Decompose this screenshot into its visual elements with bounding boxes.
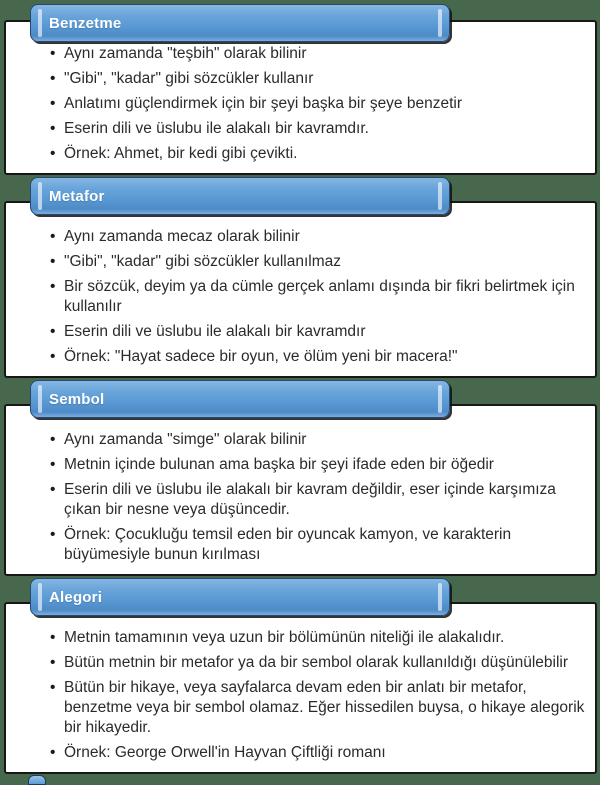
gloss-highlight-icon: [38, 182, 42, 210]
section-body: [4, 602, 597, 774]
bullet-item: • Anlatımı güçlendirmek için bir şeyi başka bir şeye benzetir: [50, 94, 586, 114]
section-header-sembol-button[interactable]: [30, 380, 450, 418]
section-sembol: [0, 378, 600, 576]
section-benzetme: [0, 0, 600, 175]
gloss-highlight-icon: [438, 385, 442, 413]
bullet-item: • Aynı zamanda mecaz olarak bilinir: [50, 227, 586, 247]
bullet-item: • Metnin tamamının veya uzun bir bölümünün niteliği ile alakalıdır.: [50, 628, 586, 648]
bullet-item: • "Gibi", "kadar" gibi sözcükler kullanır: [50, 69, 586, 89]
gloss-highlight-icon: [38, 583, 42, 611]
section-body: [4, 201, 597, 378]
gloss-highlight-icon: [38, 9, 42, 37]
bullet-item: • Eserin dili ve üslubu ile alakalı bir kavramdır: [50, 322, 586, 342]
bullet-item: • Örnek: George Orwell'in Hayvan Çiftliği romanı: [50, 743, 586, 763]
bullet-item: • Eserin dili ve üslubu ile alakalı bir kavramdır.: [50, 119, 586, 139]
bullet-item: • Metnin içinde bulunan ama başka bir şeyi ifade eden bir öğedir: [50, 455, 586, 475]
section-title: Alegori: [49, 588, 103, 606]
bullet-item: • Örnek: Ahmet, bir kedi gibi çevikti.: [50, 144, 586, 164]
bullet-item: • Aynı zamanda "teşbih" olarak bilinir: [50, 44, 586, 64]
section-body: [4, 404, 597, 576]
section-header-benzetme-button[interactable]: [30, 4, 450, 42]
gloss-highlight-icon: [38, 385, 42, 413]
section-header-alegori-button[interactable]: [30, 578, 450, 616]
section-header-metafor-button[interactable]: [30, 177, 450, 215]
bullet-list: [6, 406, 595, 574]
bullet-item: • Örnek: Çocukluğu temsil eden bir oyuncak kamyon, ve karakterin büyümesiyle bunun kırılması: [50, 525, 586, 565]
section-body: [4, 20, 597, 175]
bullet-item: • Aynı zamanda "simge" olarak bilinir: [50, 430, 586, 450]
bullet-item: • "Gibi", "kadar" gibi sözcükler kullanılmaz: [50, 252, 586, 272]
bullet-item: • Bütün metnin bir metafor ya da bir sembol olarak kullanıldığı düşünülebilir: [50, 653, 586, 673]
section-title: Metafor: [49, 187, 105, 205]
bullet-item: • Eserin dili ve üslubu ile alakalı bir kavram değildir, eser içinde karşımıza çıkan bir nesne veya düşüncedir.: [50, 480, 586, 520]
section-title: Benzetme: [49, 14, 122, 32]
bullet-item: • Örnek: "Hayat sadece bir oyun, ve ölüm yeni bir macera!": [50, 347, 586, 367]
bullet-item: • Bütün bir hikaye, veya sayfalarca devam eden bir anlatı bir metafor, benzetme veya bir sembol olamaz. Eğer hissedilen buysa, o hikaye alegorik bir hikayedir.: [50, 678, 586, 738]
cutoff-next-section-button: [28, 775, 46, 785]
gloss-highlight-icon: [438, 583, 442, 611]
bullet-list: [6, 604, 595, 772]
section-alegori: [0, 576, 600, 774]
section-metafor: [0, 175, 600, 378]
bullet-list: [6, 203, 595, 376]
gloss-highlight-icon: [438, 182, 442, 210]
bullet-list: [6, 22, 595, 173]
background-strip: [0, 774, 600, 780]
section-title: Sembol: [49, 390, 105, 408]
gloss-highlight-icon: [438, 9, 442, 37]
bullet-item: • Bir sözcük, deyim ya da cümle gerçek anlamı dışında bir fikri belirtmek için kullanılır: [50, 277, 586, 317]
